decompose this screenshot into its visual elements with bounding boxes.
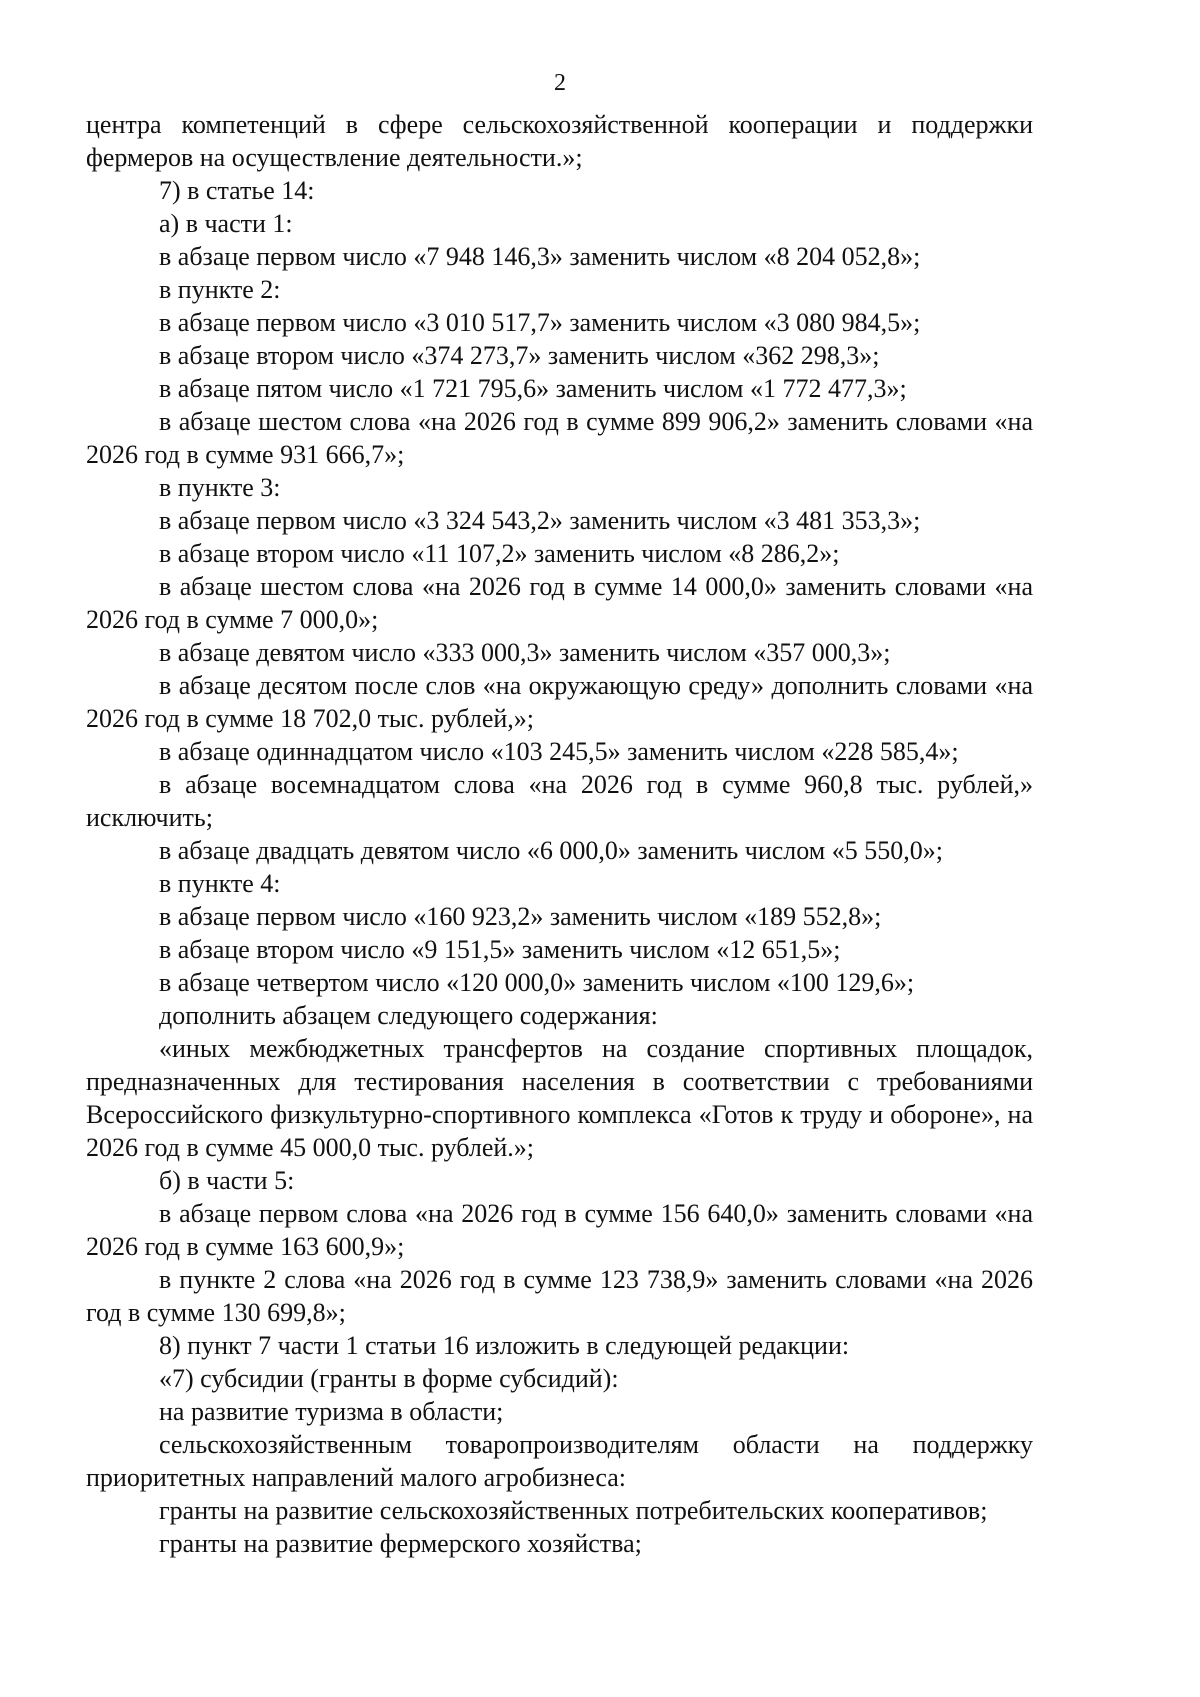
page-number: 2: [554, 70, 566, 96]
paragraph: гранты на развитие фермерского хозяйства;: [159, 1529, 642, 1558]
paragraph: в абзаце первом число «7 948 146,3» заменить числом «8 204 052,8»;: [159, 242, 921, 271]
paragraph: в абзаце десятом после слов «на окружающую среду» дополнить словами «на 2026 год в сумме 18 702,0 тыс. рублей,»;: [86, 671, 1033, 733]
document-body: [86, 108, 1033, 1560]
paragraph: центра компетенций в сфере сельскохозяйственной кооперации и поддержки фермеров на осуществление деятельности.»;: [86, 110, 1033, 172]
paragraph: в абзаце четвертом число «120 000,0» заменить числом «100 129,6»;: [159, 968, 915, 997]
paragraph: в абзаце первом число «3 010 517,7» заменить числом «3 080 984,5»;: [159, 308, 921, 337]
paragraph: б) в части 5:: [159, 1166, 295, 1195]
paragraph: сельскохозяйственным товаропроизводителям области на поддержку приоритетных направлений малого агробизнеса:: [86, 1430, 1033, 1492]
paragraph: гранты на развитие сельскохозяйственных потребительских кооперативов;: [159, 1496, 988, 1525]
paragraph: 8) пункт 7 части 1 статьи 16 изложить в следующей редакции:: [159, 1331, 850, 1360]
paragraph: в абзаце двадцать девятом число «6 000,0» заменить числом «5 550,0»;: [159, 836, 943, 865]
paragraph: в абзаце одиннадцатом число «103 245,5» заменить числом «228 585,4»;: [159, 737, 959, 766]
paragraph: в абзаце первом число «160 923,2» заменить числом «189 552,8»;: [159, 902, 882, 931]
paragraph: в абзаце девятом число «333 000,3» заменить числом «357 000,3»;: [159, 638, 891, 667]
paragraph: на развитие туризма в области;: [159, 1397, 504, 1426]
paragraph: в пункте 4:: [159, 869, 281, 898]
paragraph: а) в части 1:: [159, 209, 293, 238]
paragraph: в абзаце первом число «3 324 543,2» заменить числом «3 481 353,3»;: [159, 506, 921, 535]
paragraph: дополнить абзацем следующего содержания:: [159, 1001, 658, 1030]
paragraph: в абзаце шестом слова «на 2026 год в сумме 14 000,0» заменить словами «на 2026 год в сумме 7 000,0»;: [86, 572, 1033, 634]
paragraph: «7) субсидии (гранты в форме субсидий):: [159, 1364, 619, 1393]
paragraph: в абзаце первом слова «на 2026 год в сумме 156 640,0» заменить словами «на 2026 год в сумме 163 600,9»;: [86, 1199, 1033, 1261]
paragraph: в пункте 2 слова «на 2026 год в сумме 123 738,9» заменить словами «на 2026 год в сумме 130 699,8»;: [86, 1265, 1033, 1327]
paragraph: в пункте 3:: [159, 473, 281, 502]
paragraph: «иных межбюджетных трансфертов на создание спортивных площадок, предназначенных для тестирования населения в соответствии с требованиями Всероссийского физкультурно-спортивного комплекса «Готов к труду и обороне», на 2026 год в сумме 45 000,0 тыс. рублей.»;: [86, 1034, 1033, 1162]
paragraph: в абзаце восемнадцатом слова «на 2026 год в сумме 960,8 тыс. рублей,» исключить;: [86, 770, 1033, 832]
paragraph: в абзаце втором число «11 107,2» заменить числом «8 286,2»;: [159, 539, 840, 568]
paragraph: в абзаце шестом слова «на 2026 год в сумме 899 906,2» заменить словами «на 2026 год в сумме 931 666,7»;: [86, 407, 1033, 469]
paragraph: 7) в статье 14:: [159, 176, 315, 205]
paragraph: в пункте 2:: [159, 275, 281, 304]
paragraph: в абзаце втором число «9 151,5» заменить числом «12 651,5»;: [159, 935, 841, 964]
paragraph: в абзаце пятом число «1 721 795,6» заменить числом «1 772 477,3»;: [159, 374, 907, 403]
paragraph: в абзаце втором число «374 273,7» заменить числом «362 298,3»;: [159, 341, 880, 370]
